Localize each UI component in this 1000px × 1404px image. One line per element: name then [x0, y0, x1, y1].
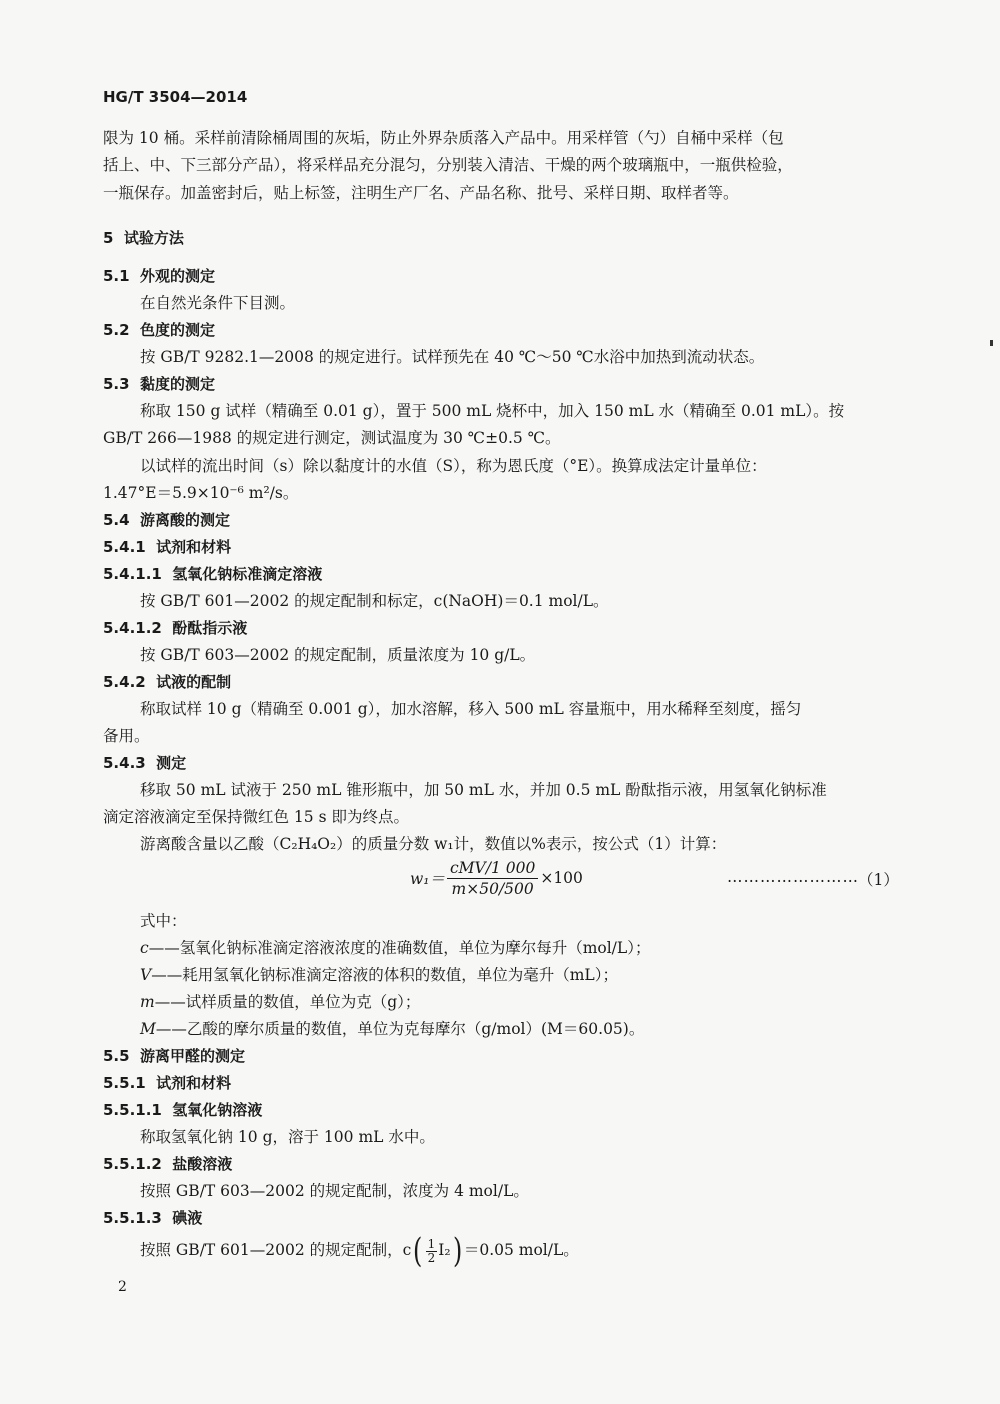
- formula-denominator: m×50/500: [451, 879, 534, 898]
- formula-fraction: [447, 859, 538, 898]
- section-5-5-1-3-heading: [103, 1208, 202, 1228]
- section-5-5-1-heading: [103, 1073, 231, 1093]
- document-code: HG/T 3504—2014: [103, 88, 248, 106]
- section-number: 5.3: [103, 375, 130, 393]
- section-title: 盐酸溶液: [172, 1155, 233, 1173]
- section-title: 氢氧化钠标准滴定溶液: [172, 565, 323, 583]
- section-title: 游离甲醛的测定: [140, 1047, 246, 1065]
- section-title: 试剂和材料: [156, 538, 232, 556]
- section-5-4-1-2-heading: [103, 618, 247, 638]
- section-number: 5.5: [103, 1047, 130, 1065]
- section-5-4-3-line-2: 滴定溶液滴定至保持微红色 15 s 即为终点。: [103, 808, 409, 826]
- section-title: 碘液: [172, 1209, 203, 1227]
- section-number: 5: [103, 229, 114, 247]
- where-item: [140, 992, 420, 1012]
- section-number: 5.4.1.1: [103, 565, 162, 583]
- section-title: 试液的配制: [156, 673, 232, 691]
- half-numerator: 1: [427, 1236, 436, 1251]
- section-5-4-3-line-1: 移取 50 mL 试液于 250 mL 锥形瓶中，加 50 mL 水，并加 0.5 mL 酚酞指示液，用氢氧化钠标准: [140, 781, 827, 799]
- section-5-1-body: 在自然光条件下目测。: [140, 294, 296, 312]
- section-number: 5.1: [103, 267, 130, 285]
- intro-line-1: 限为 10 桶。采样前清除桶周围的灰垢，防止外界杂质落入产品中。用采样管（勺）自桶中采样（包: [103, 129, 784, 147]
- section-5-4-2-line-2: 备用。: [103, 727, 150, 745]
- section-title: 试剂和材料: [156, 1074, 232, 1092]
- section-title: 氢氧化钠溶液: [172, 1101, 263, 1119]
- where-symbol: m: [140, 993, 155, 1011]
- section-number: 5.4.3: [103, 754, 146, 772]
- section-5-4-1-2-body: 按 GB/T 603—2002 的规定配制，质量浓度为 10 g/L。: [140, 646, 536, 664]
- section-5-5-1-1-heading: [103, 1100, 262, 1120]
- section-5-4-1-1-body: 按 GB/T 601—2002 的规定配制和标定，c(NaOH)＝0.1 mol/L。: [140, 592, 609, 610]
- formula-lhs: w₁＝: [410, 870, 445, 888]
- formula-leader-dots: ……………………: [727, 868, 859, 886]
- section-5-5-1-3-body: [140, 1231, 579, 1271]
- where-description: ——氢氧化钠标准滴定溶液浓度的准确数值，单位为摩尔每升（mol/L）；: [148, 939, 651, 957]
- section-number: 5.5.1: [103, 1074, 146, 1092]
- where-label: 式中：: [140, 912, 187, 930]
- where-symbol: c: [140, 939, 149, 957]
- where-item: [140, 938, 650, 958]
- where-item: [140, 965, 618, 985]
- scan-edge-mark: [990, 340, 993, 346]
- section-number: 5.4.1: [103, 538, 146, 556]
- formula-numerator: cMV/1 000: [447, 859, 538, 879]
- section-title: 黏度的测定: [140, 375, 216, 393]
- section-5-4-2-line-1: 称取试样 10 g（精确至 0.001 g），加水溶解，移入 500 mL 容量瓶中，用水稀释至刻度，摇匀: [140, 700, 802, 718]
- iodine-species: I₂: [438, 1241, 451, 1259]
- section-5-1-heading: [103, 266, 215, 286]
- section-5-4-heading: [103, 510, 230, 530]
- intro-line-2: 括上、中、下三部分产品），将采样品充分混匀，分别装入清洁、干燥的两个玻璃瓶中，一瓶供检验，: [103, 156, 793, 174]
- section-number: 5.5.1.2: [103, 1155, 162, 1173]
- section-5-heading: [103, 228, 184, 248]
- section-5-3-line-3: 以试样的流出时间（s）除以黏度计的水值（S），称为恩氏度（°E）。换算成法定计量单位：: [140, 457, 767, 475]
- where-symbol: V: [140, 966, 152, 984]
- formula-multiplier: ×100: [540, 869, 583, 887]
- section-5-4-3-heading: [103, 753, 186, 773]
- section-title: 外观的测定: [140, 267, 216, 285]
- right-paren: ): [452, 1231, 462, 1271]
- page-number: 2: [118, 1279, 127, 1295]
- section-5-3-line-1: 称取 150 g 试样（精确至 0.01 g），置于 500 mL 烧杯中，加入 150 mL 水（精确至 0.01 mL）。按: [140, 402, 845, 420]
- section-title: 游离酸的测定: [140, 511, 231, 529]
- where-symbol: M: [140, 1020, 156, 1038]
- left-paren: (: [413, 1231, 423, 1271]
- intro-line-3: 一瓶保存。加盖密封后，贴上标签，注明生产厂名、产品名称、批号、采样日期、取样者等。: [103, 184, 739, 202]
- section-5-2-heading: [103, 320, 215, 340]
- section-5-3-line-2: GB/T 266—1988 的规定进行测定，测试温度为 30 ℃±0.5 ℃。: [103, 429, 561, 447]
- section-number: 5.5.1.3: [103, 1209, 162, 1227]
- section-5-5-heading: [103, 1046, 245, 1066]
- section-title: 色度的测定: [140, 321, 216, 339]
- section-title: 测定: [156, 754, 187, 772]
- section-5-2-body: 按 GB/T 9282.1—2008 的规定进行。试样预先在 40 ℃～50 ℃水浴中加热到流动状态。: [140, 348, 765, 366]
- section-5-5-1-2-body: 按照 GB/T 603—2002 的规定配制，浓度为 4 mol/L。: [140, 1182, 529, 1200]
- section-number: 5.5.1.1: [103, 1101, 162, 1119]
- section-5-3-heading: [103, 374, 215, 394]
- section-title: 试验方法: [123, 229, 184, 247]
- where-item: [140, 1019, 644, 1039]
- section-number: 5.4: [103, 511, 130, 529]
- half-denominator: 2: [427, 1250, 436, 1265]
- where-description: ——试样质量的数值，单位为克（g）；: [154, 993, 421, 1011]
- formula-1: [410, 855, 583, 901]
- section-5-4-3-line-3: 游离酸含量以乙酸（C₂H₄O₂）的质量分数 w₁计，数值以%表示，按公式（1）计算：: [140, 835, 727, 853]
- section-number: 5.2: [103, 321, 130, 339]
- where-description: ——耗用氢氧化钠标准滴定溶液的体积的数值，单位为毫升（mL）；: [151, 966, 618, 984]
- section-5-4-2-heading: [103, 672, 231, 692]
- section-number: 5.4.1.2: [103, 619, 162, 637]
- section-5-3-line-4: 1.47°E＝5.9×10⁻⁶ m²/s。: [103, 484, 299, 502]
- section-number: 5.4.2: [103, 673, 146, 691]
- where-description: ——乙酸的摩尔质量的数值，单位为克每摩尔（g/mol）(M＝60.05)。: [155, 1020, 645, 1038]
- section-5-5-1-2-heading: [103, 1154, 232, 1174]
- formula-number: （1）: [858, 871, 899, 889]
- half-fraction: [426, 1238, 438, 1265]
- section-5-4-1-1-heading: [103, 564, 322, 584]
- section-5-4-1-heading: [103, 537, 231, 557]
- section-5-5-1-1-body: 称取氢氧化钠 10 g，溶于 100 mL 水中。: [140, 1128, 435, 1146]
- section-title: 酚酞指示液: [172, 619, 248, 637]
- iodine-text-after: ＝0.05 mol/L。: [463, 1241, 579, 1259]
- iodine-text-before: 按照 GB/T 601—2002 的规定配制，c: [140, 1241, 412, 1259]
